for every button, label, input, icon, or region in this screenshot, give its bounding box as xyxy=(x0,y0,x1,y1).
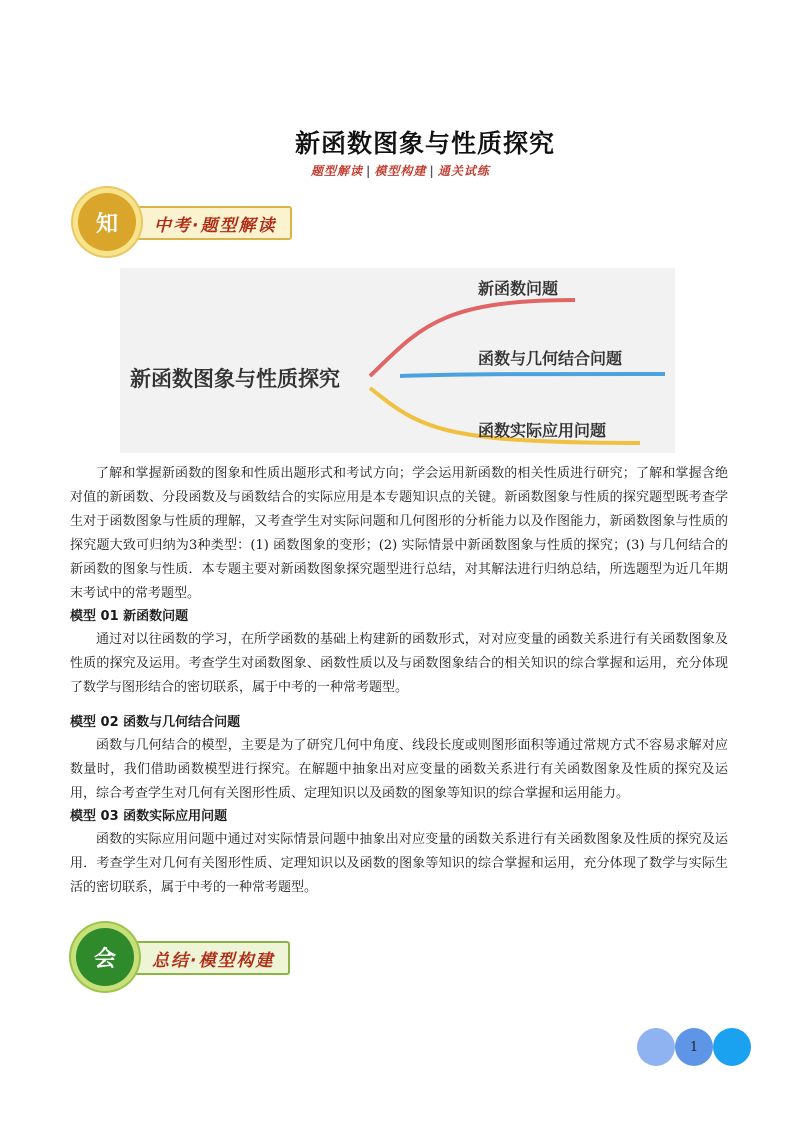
intro-paragraph: 了解和掌握新函数的图象和性质出题形式和考试方向；学会运用新函数的相关性质进行研究；了解和掌握含绝对值的新函数、分段函数及与函数结合的实际应用是本专题知识点的关键。新函数图象与性质的探究题型既考查学生对于函数图象与性质的理解，又考查学生对实际问题和几何图形的分析能力以及作图能力，新函数图象与性质的探究题大致可归纳为3种类型：(1) 函数图象的变形；(2) 实际情景中新函数图象与性质的探究；(3) 与几何结合的新函数的图象与性质．本专题主要对新函数图象探究题型进行总结，对其解法进行归纳总结，所选题型为近几年期末考试中的常考题型。 xyxy=(70,466,728,601)
page-title: 新函数图象与性质探究 xyxy=(294,129,555,158)
model-heading: 模型 02 函数与几何结合问题 xyxy=(70,715,241,730)
subtitle-part: 通关试练 xyxy=(437,164,490,178)
badge-circle: 知 xyxy=(78,193,136,251)
mind-map-branch: 函数实际应用问题 xyxy=(478,421,607,440)
model-paragraph: 通过对以往函数的学习，在所学函数的基础上构建新的函数形式，对对应变量的函数关系进行有关函数图象及性质的探究及运用。考查学生对函数图象、函数性质以及与函数图象结合的相关知识的综合掌握和运用，充分体现了数学与图形结合的密切联系，属于中考的一种常考题型。 xyxy=(70,632,728,695)
subtitle-part: 模型构建 xyxy=(374,164,427,178)
branch-line xyxy=(400,374,665,376)
page-subtitle xyxy=(311,162,490,179)
section-label: 中考·题型解读 xyxy=(118,206,292,240)
subtitle-separator: | xyxy=(366,164,372,178)
spacer xyxy=(70,700,728,712)
badge-circle: 会 xyxy=(76,928,134,986)
model-heading: 模型 01 新函数问题 xyxy=(70,609,189,624)
section-label: 总结·模型构建 xyxy=(116,941,290,975)
mind-map xyxy=(120,268,675,453)
model-heading: 模型 03 函数实际应用问题 xyxy=(70,809,228,824)
subtitle-part: 题型解读 xyxy=(311,164,364,178)
mind-map-branch: 新函数问题 xyxy=(478,279,559,298)
decor-circle xyxy=(637,1028,675,1066)
decor-circle xyxy=(713,1028,751,1066)
subtitle-separator: | xyxy=(429,164,435,178)
section-badge-can xyxy=(76,928,316,988)
content-body xyxy=(70,462,728,900)
model-paragraph: 函数与几何结合的模型，主要是为了研究几何中角度、线段长度或则图形面积等通过常规方式不容易求解对应数量时，我们借助函数模型进行探究。在解题中抽象出对应变量的函数关系进行有关函数图象及性质的探究及运用，综合考查学生对几何有关图形性质、定理知识以及函数的图象等知识的综合掌握和运用能力。 xyxy=(70,738,728,801)
model-paragraph: 函数的实际应用问题中通过对实际情景问题中抽象出对应变量的函数关系进行有关函数图象及性质的探究及运用．考查学生对几何有关图形性质、定理知识以及函数的图象等知识的综合掌握和运用，充分体现了数学与实际生活的密切联系，属于中考的一种常考题型。 xyxy=(70,832,728,895)
mind-map-branch: 函数与几何结合问题 xyxy=(478,349,623,368)
page-number-value: 1 xyxy=(675,1028,713,1066)
mind-map-root: 新函数图象与性质探究 xyxy=(130,367,340,391)
page-number xyxy=(637,1028,751,1066)
section-badge-know xyxy=(78,193,318,253)
